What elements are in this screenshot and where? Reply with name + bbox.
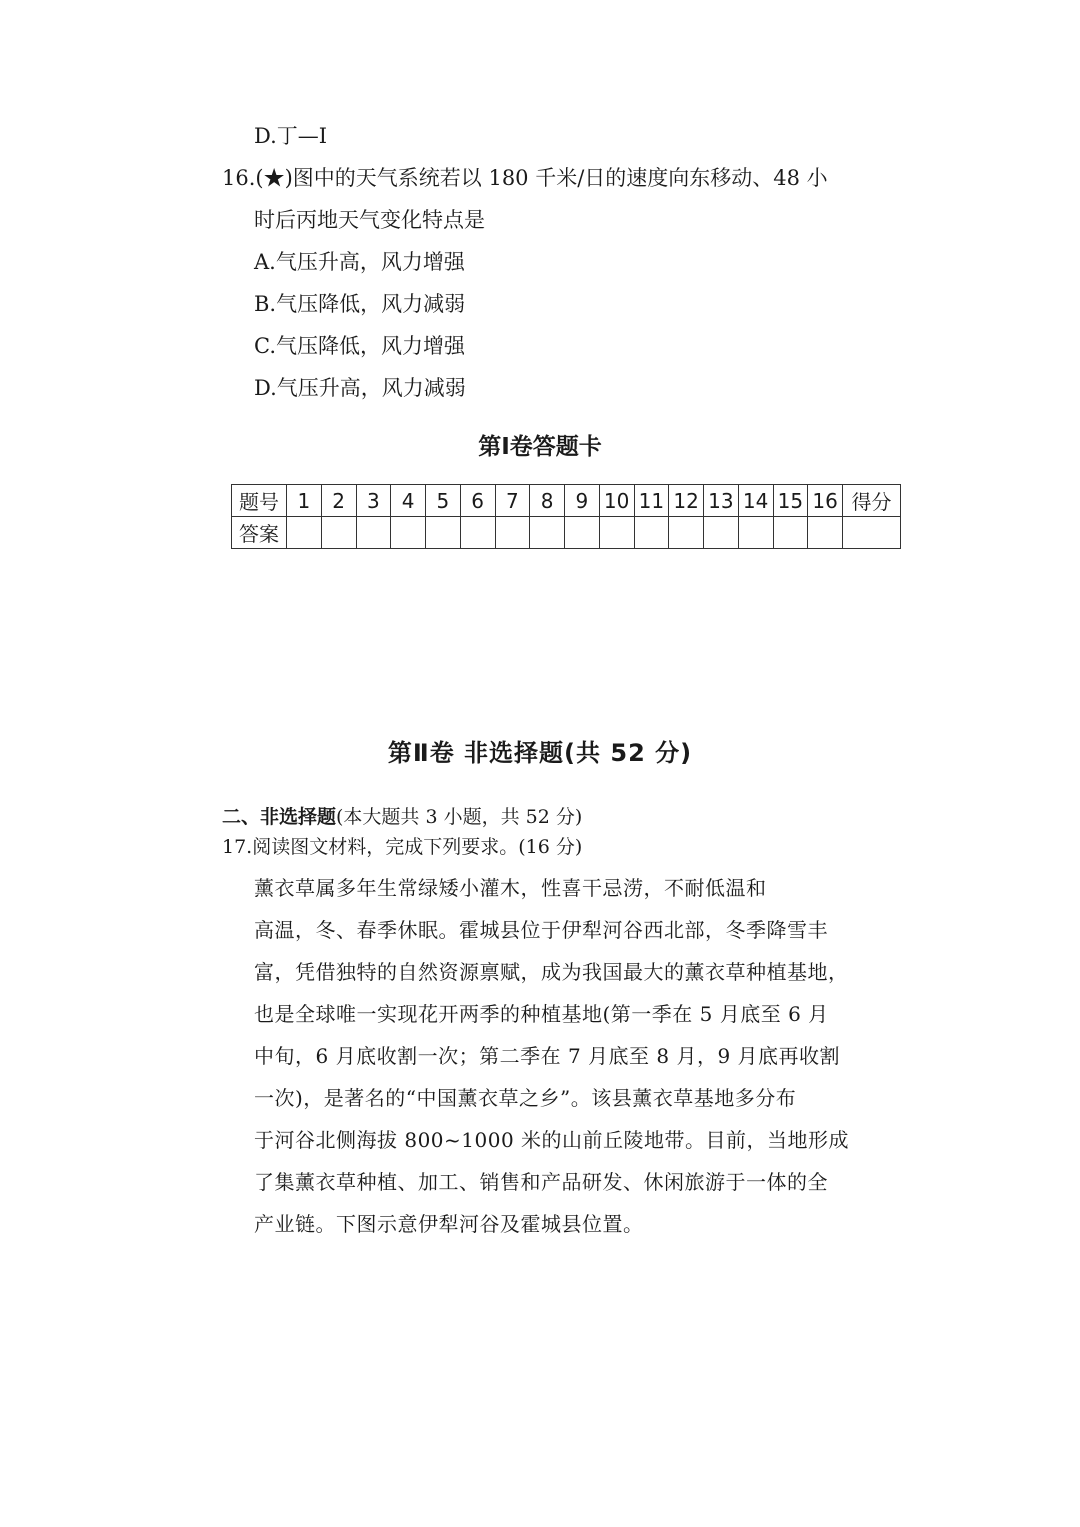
q16-option-b: B.气压降低，风力减弱 [254,292,466,316]
answer-cell[interactable] [391,517,426,549]
question-number-cell: 16 [808,485,843,517]
answer-cell[interactable] [287,517,322,549]
question-number-cell: 3 [356,485,391,517]
question-number-cell: 12 [669,485,704,517]
q15-option-d: D.丁—I [254,124,328,148]
q16-option-a: A.气压升高，风力增强 [254,250,465,274]
answer-card-number-row [232,485,901,517]
question-number-cell: 5 [426,485,461,517]
paragraph-line: 产业链。下图示意伊犁河谷及霍城县位置。 [254,1212,644,1236]
q16-stem-line2: 时后丙地天气变化特点是 [254,208,485,232]
question-number-cell: 9 [565,485,600,517]
q16-stem-line1: 16.(★)图中的天气系统若以 180 千米/日的速度向东移动、48 小 [222,166,828,190]
q16-option-d: D.气压升高，风力减弱 [254,376,466,400]
answer-cell[interactable] [634,517,669,549]
question-number-cell: 2 [321,485,356,517]
paragraph-line: 高温，冬、春季休眠。霍城县位于伊犁河谷西北部，冬季降雪丰 [254,918,828,942]
answer-cell[interactable] [808,517,843,549]
section-heading-rest: (本大题共 3 小题，共 52 分) [336,806,583,828]
answer-cell[interactable] [321,517,356,549]
answer-cell[interactable] [460,517,495,549]
part2-title: 第Ⅱ卷 非选择题(共 52 分) [387,739,693,767]
paragraph-line: 中旬，6 月底收割一次；第二季在 7 月底至 8 月，9 月底再收割 [254,1044,841,1068]
q17-stem: 17.阅读图文材料，完成下列要求。(16 分) [222,836,583,858]
q16-option-c: C.气压降低，风力增强 [254,334,465,358]
answer-card-title: 第Ⅰ卷答题卡 [478,434,602,460]
answer-cell[interactable] [356,517,391,549]
paragraph-line: 了集薰衣草种植、加工、销售和产品研发、休闲旅游于一体的全 [254,1170,828,1194]
answer-cell[interactable] [426,517,461,549]
answer-row-header: 答案 [232,517,287,549]
score-header: 得分 [843,485,901,517]
question-number-cell: 11 [634,485,669,517]
answer-cell[interactable] [704,517,739,549]
question-number-cell: 4 [391,485,426,517]
answer-cell[interactable] [565,517,600,549]
paragraph-line: 一次)，是著名的“中国薰衣草之乡”。该县薰衣草基地多分布 [254,1086,797,1110]
answer-card-answer-row [232,517,901,549]
answer-cell[interactable] [773,517,808,549]
question-number-cell: 8 [530,485,565,517]
paragraph-line: 也是全球唯一实现花开两季的种植基地(第一季在 5 月底至 6 月 [254,1002,829,1026]
paragraph-line: 薰衣草属多年生常绿矮小灌木，性喜干忌涝，不耐低温和 [254,876,767,900]
section-heading-bold: 二、非选择题 [222,806,337,828]
number-row-header: 题号 [232,485,287,517]
answer-cell[interactable] [530,517,565,549]
question-number-cell: 15 [773,485,808,517]
question-number-cell: 13 [704,485,739,517]
answer-card-table [231,484,901,549]
answer-cell[interactable] [669,517,704,549]
question-number-cell: 10 [599,485,634,517]
question-number-cell: 14 [738,485,773,517]
paragraph-line: 富，凭借独特的自然资源禀赋，成为我国最大的薰衣草种植基地， [254,960,849,984]
score-cell[interactable] [843,517,901,549]
answer-cell[interactable] [495,517,530,549]
question-number-cell: 7 [495,485,530,517]
question-number-cell: 6 [460,485,495,517]
section-heading [222,804,582,830]
answer-cell[interactable] [599,517,634,549]
question-number-cell: 1 [287,485,322,517]
paragraph-line: 于河谷北侧海拔 800~1000 米的山前丘陵地带。目前，当地形成 [254,1128,850,1152]
answer-cell[interactable] [738,517,773,549]
